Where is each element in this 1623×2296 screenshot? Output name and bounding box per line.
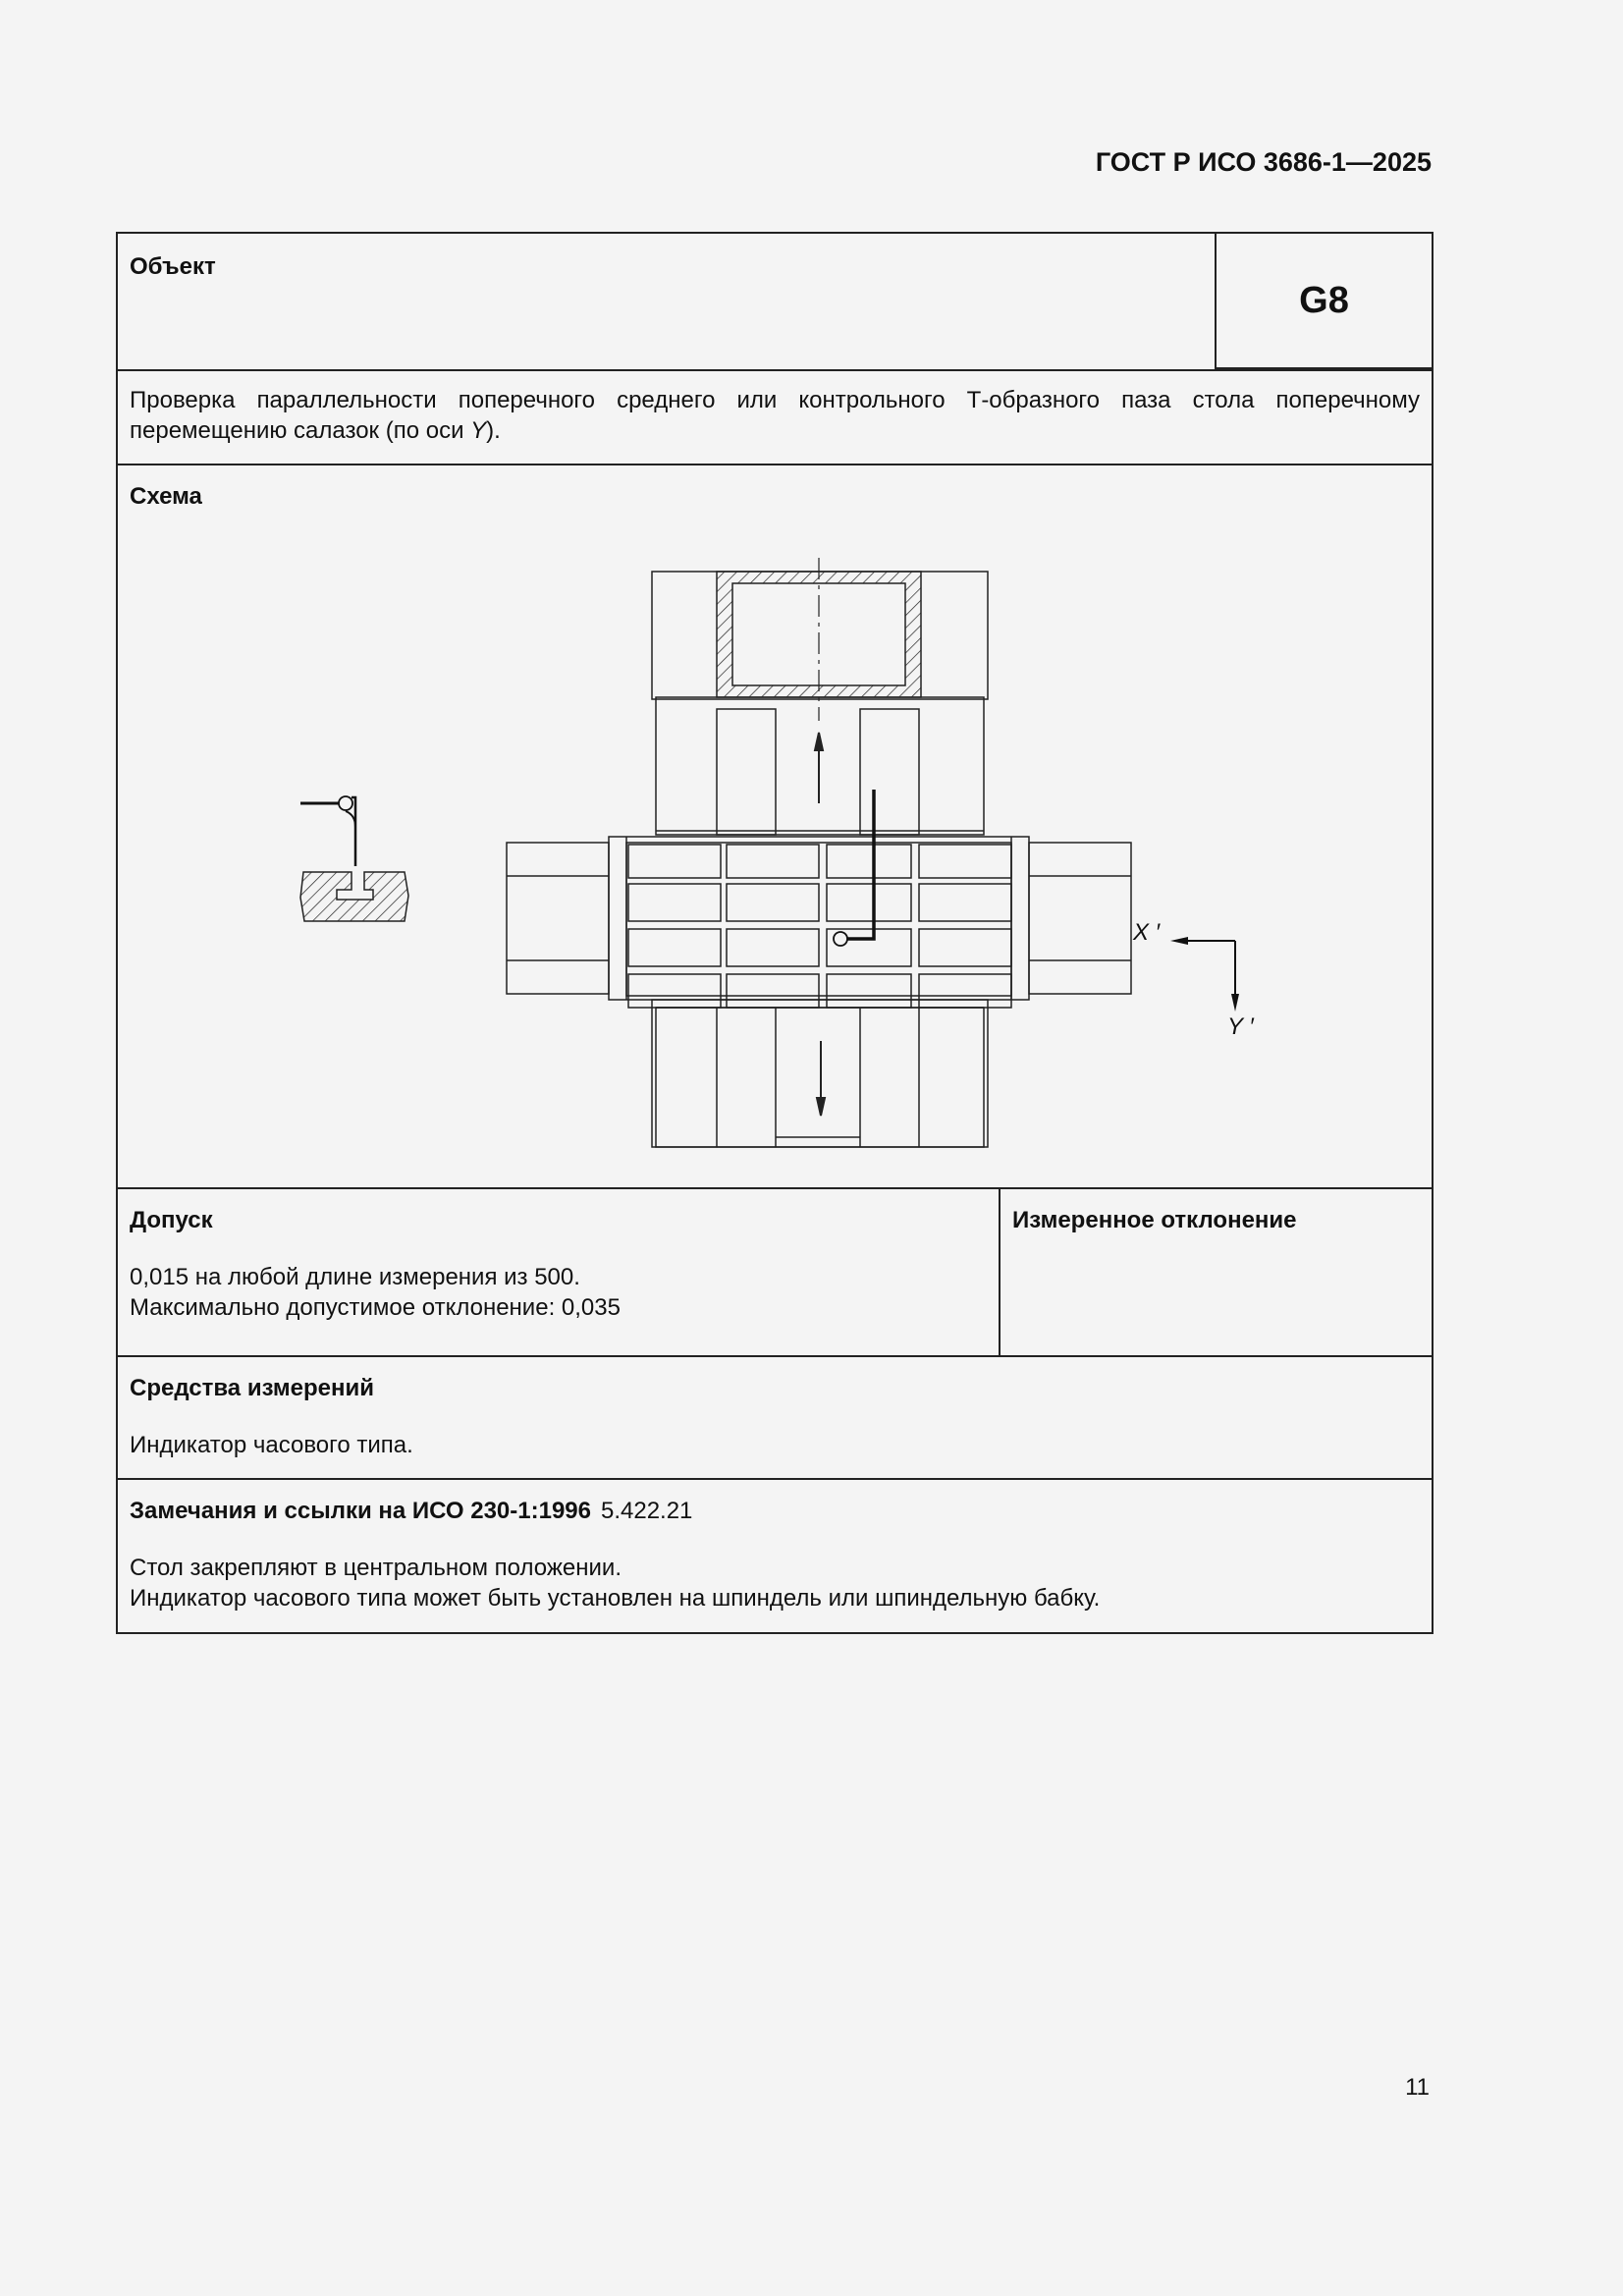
notes-label: Замечания и ссылки на ИСО 230-1:1996 [130, 1498, 591, 1524]
tolerance-row [118, 1189, 1432, 1357]
scheme-label: Схема [130, 483, 202, 510]
description-line-1: Проверка параллельности поперечного среднего или контрольного Т-образного паза стола поперечному [130, 387, 1420, 413]
measured-deviation-label: Измеренное отклонение [1012, 1207, 1297, 1233]
motion-arrows [815, 733, 825, 1116]
object-cell [118, 234, 1215, 369]
tolerance-cell [118, 1189, 1001, 1355]
axis-x-label: X ′ [1133, 919, 1161, 946]
test-code: G8 [1299, 279, 1349, 321]
tolerance-line-2: Максимально допустимое отклонение: 0,035 [130, 1294, 621, 1321]
scheme-drawing [118, 465, 1432, 1189]
object-label: Объект [130, 253, 216, 280]
coordinate-axes [1170, 937, 1239, 1011]
measured-deviation-cell [1001, 1189, 1432, 1355]
notes-line-2: Индикатор часового типа может быть установлен на шпиндель или шпиндельную бабку. [130, 1585, 1101, 1612]
t-slot-section-detail [300, 796, 408, 921]
object-row [118, 234, 1432, 369]
description-axis: Y [470, 417, 487, 444]
dial-indicator [834, 790, 874, 946]
axis-y-label: Y ′ [1227, 1013, 1254, 1040]
description-line-2-start: перемещению салазок (по оси [130, 417, 471, 444]
notes-line-1: Стол закрепляют в центральном положении. [130, 1555, 622, 1581]
description-line-2-end: ). [486, 417, 501, 444]
instruments-text: Индикатор часового типа. [130, 1432, 413, 1458]
scheme-row [118, 465, 1432, 1189]
document-code: ГОСТ Р ИСО 3686-1—2025 [1095, 147, 1432, 177]
notes-heading [130, 1498, 1420, 1525]
test-code-cell [1215, 234, 1432, 369]
notes-reference: 5.422.21 [600, 1498, 693, 1524]
description-line-2 [130, 415, 1420, 446]
test-sheet-table [116, 232, 1434, 1634]
notes-row [118, 1480, 1432, 1632]
page-number: 11 [1405, 2074, 1430, 2101]
machine-table-drawing [507, 572, 1131, 1147]
instruments-label: Средства измерений [130, 1375, 375, 1401]
instruments-row [118, 1357, 1432, 1480]
object-description [118, 369, 1432, 465]
tolerance-line-1: 0,015 на любой длине измерения из 500. [130, 1264, 580, 1290]
tolerance-label: Допуск [130, 1207, 213, 1233]
